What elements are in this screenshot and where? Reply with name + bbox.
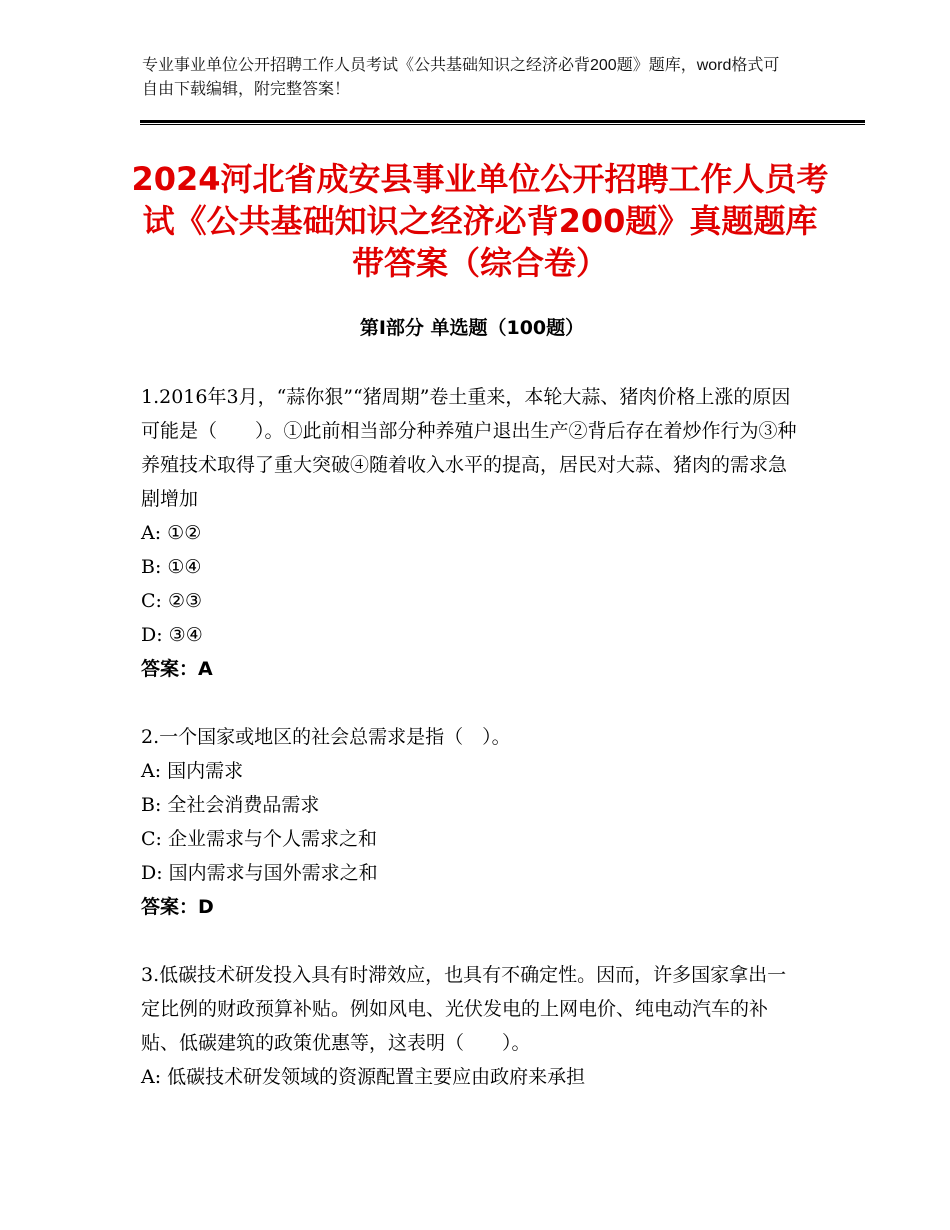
option-c: C: ②③ (141, 590, 203, 612)
header-divider (140, 120, 865, 125)
option-a: A: 国内需求 (141, 760, 244, 782)
option-c: C: 企业需求与个人需求之和 (141, 828, 377, 850)
option-d: D: 国内需求与国外需求之和 (141, 862, 378, 884)
header-note: 专业事业单位公开招聘工作人员考试《公共基础知识之经济必背200题》题库，word格式可自由下载编辑，附完整答案！ (142, 57, 780, 98)
question-1 (141, 380, 805, 686)
part-title: 第Ⅰ部分 单选题（100题） (359, 317, 585, 339)
answer: 答案：D (141, 896, 214, 918)
question-2 (141, 720, 805, 924)
question-stem: 2.一个国家或地区的社会总需求是指（ ）。 (141, 726, 511, 748)
question-stem: 1.2016年3月，“蒜你狠”“猪周期”卷土重来，本轮大蒜、猪肉价格上涨的原因可能是（ ）。①此前相当部分种养殖户退出生产②背后存在着炒作行为③种养殖技术取得了重大突破④随着收入水平的提高，居民对大蒜、猪肉的需求急剧增加 (141, 386, 797, 510)
document-title: 2024河北省成安县事业单位公开招聘工作人员考试《公共基础知识之经济必背200题》真题题库带答案（综合卷） (131, 160, 829, 282)
option-d: D: ③④ (141, 624, 203, 646)
option-b: B: 全社会消费品需求 (141, 794, 320, 816)
option-a: A: 低碳技术研发领域的资源配置主要应由政府来承担 (141, 1066, 586, 1088)
question-3 (141, 958, 805, 1094)
option-a: A: ①② (141, 522, 202, 544)
question-stem: 3.低碳技术研发投入具有时滞效应，也具有不确定性。因而，许多国家拿出一定比例的财政预算补贴。例如风电、光伏发电的上网电价、纯电动汽车的补贴、低碳建筑的政策优惠等，这表明（ ）。 (141, 964, 787, 1054)
answer: 答案：A (141, 658, 213, 680)
option-b: B: ①④ (141, 556, 202, 578)
